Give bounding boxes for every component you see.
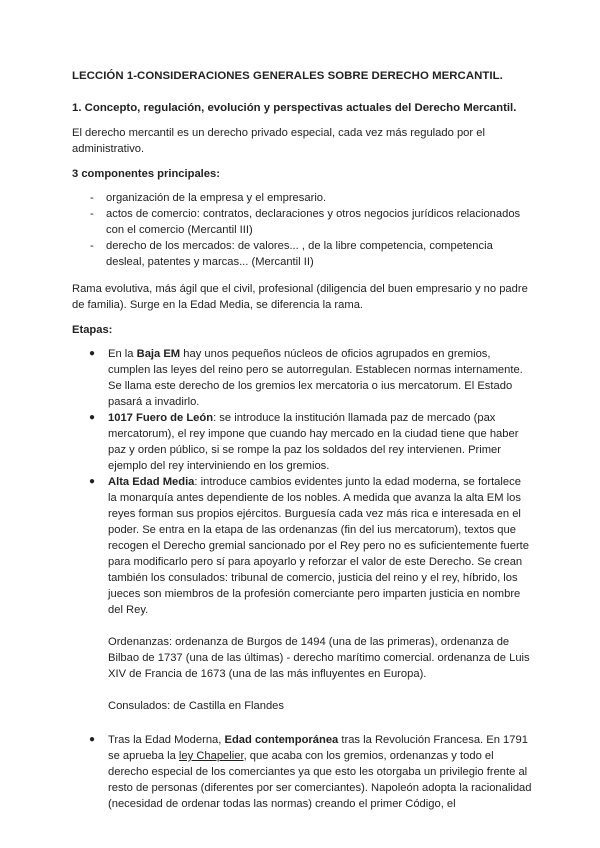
etapas-heading: Etapas:: [72, 324, 113, 336]
list-item: ● En la Baja EM hay unos pequeños núcleos de oficios agrupados en gremios, cumplen las leyes del reino pero se autorregulan. Establecen normas internamente. Se llama este derecho de los gremios lex mercatoria o ius mercatorum. El Estado pasará a invadirlo.: [89, 348, 523, 408]
bullet-icon: ●: [89, 734, 96, 745]
etapas-list: [72, 346, 532, 812]
components-list: [72, 190, 532, 270]
rama-paragraph: Rama evolutiva, más ágil que el civil, profesional (diligencia del buen empresario y no padre de familia). Surge en la Edad Media, se diferencia la rama.: [72, 283, 528, 311]
bullet-icon: ●: [89, 476, 96, 487]
consulados-paragraph: Consulados: de Castilla en Flandes: [108, 700, 284, 712]
list-item: - organización de la empresa y el empresario.: [90, 192, 327, 204]
intro-paragraph: El derecho mercantil es un derecho privado especial, cada vez más regulado por el administrativo.: [72, 127, 485, 155]
list-item: - derecho de los mercados: de valores... , de la libre competencia, competencia desleal, patentes y marcas... (Mercantil II): [90, 240, 493, 268]
list-item: ● Tras la Edad Moderna, Edad contemporánea tras la Revolución Francesa. En 1791 se aprueba la ley Chapelier, que acaba con los gremios, ordenanzas y todo el derecho especial de los comerciantes ya que esto les otorgaba un privilegio frente al resto de personas (diferentes por ser comerciantes). Napoleón adopta la racionalidad (necesidad de ordenar todas las normas) creando el primer Código, el: [89, 734, 532, 810]
page-title: LECCIÓN 1-CONSIDERACIONES GENERALES SOBRE DERECHO MERCANTIL.: [72, 70, 503, 82]
ley-chapelier-link[interactable]: ley Chapelier: [178, 750, 244, 762]
bullet-icon: ●: [89, 348, 96, 359]
ordenanzas-paragraph: Ordenanzas: ordenanza de Burgos de 1494 (una de las primeras), ordenanza de Bilbao de 1737 (una de las últimas) - derecho marítimo comercial. ordenanza de Luis XIV de Francia de 1673 (una de las más influyentes en Europa).: [108, 636, 530, 680]
section-subtitle: 1. Concepto, regulación, evolución y perspectivas actuales del Derecho Mercantil.: [72, 102, 517, 114]
dash-marker: -: [90, 208, 94, 220]
dash-marker: -: [90, 240, 94, 252]
list-item: ● Alta Edad Media: introduce cambios evidentes junto la edad moderna, se fortalece la monarquía antes dependiente de los nobles. A medida que avanza la alta EM los reyes forman sus propios ejércitos. Burguesía cada vez más rica e interesada en el poder. Se entra en la etapa de las ordenanzas (fin del ius mercatorum), textos que recogen el Derecho gremial sancionado por el Rey pero no es suficientemente fuerte para modificarlo pero sí para apoyarlo y reforzar el valor de este Derecho. Se crean también los consulados: tribunal de comercio, justicia del reino y el rey, híbrido, los jueces son miembros de la profesión comerciante pero imparten justicia en nombre del Rey. Ordenanzas: ordenanza de Burgos de 1494 (una de las primeras), ordenanza de Bilbao de 1737 (una de las últimas) - derecho marítimo comercial. ordenanza de Luis XIV de Francia de 1673 (una de las más influyentes en Europa). Consulados: de Castilla en Flandes: [72, 474, 532, 732]
list-item: - actos de comercio: contratos, declaraciones y otros negocios jurídicos relacionados con el comercio (Mercantil III): [90, 208, 521, 236]
list-item: ● 1017 Fuero de León: se introduce la institución llamada paz de mercado (pax mercatorum), el rey impone que cuando hay mercado en la ciudad tiene que haber paz y orden público, si se rompe la paz los soldados del rey intervienen. Primer ejemplo del rey interviniendo en los gremios.: [89, 412, 519, 472]
dash-marker: -: [90, 192, 94, 204]
bullet-icon: ●: [89, 412, 96, 423]
components-heading: 3 componentes principales:: [72, 168, 220, 180]
